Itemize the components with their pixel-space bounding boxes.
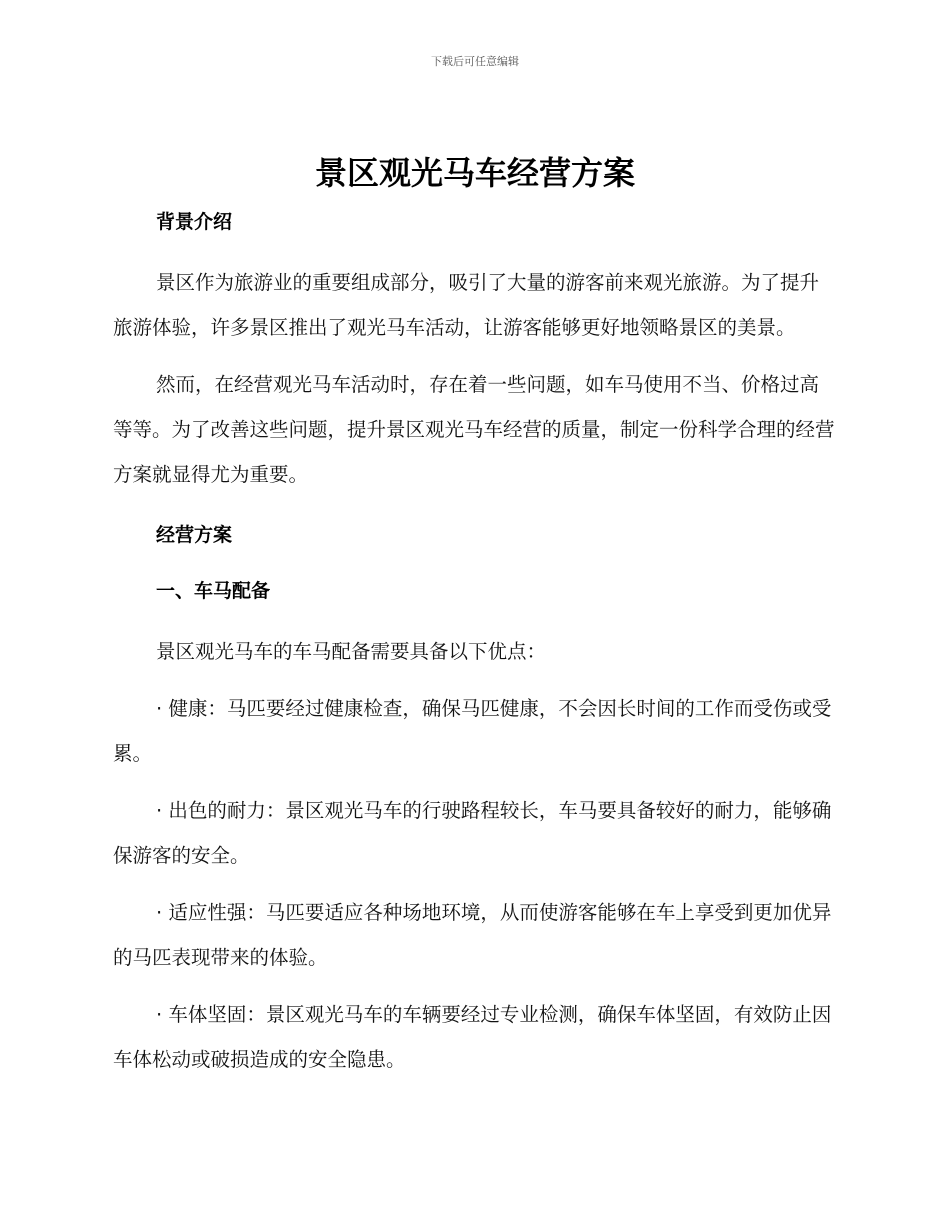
heading-background: 背景介绍	[156, 211, 233, 233]
paragraph-background-1: 景区作为旅游业的重要组成部分，吸引了大量的游客前来观光旅游。为了提升旅游体验，许多景区推出了观光马车活动，让游客能够更好地领略景区的美景。	[113, 271, 820, 339]
header-note: 下载后可任意编辑	[431, 55, 519, 68]
paragraph-equipment-intro: 景区观光马车的车马配备需要具备以下优点：	[156, 640, 547, 663]
bullet-adaptability: · 适应性强：马匹要适应各种场地环境，从而使游客能够在车上享受到更加优异的马匹表现带来的体验。	[113, 901, 832, 969]
paragraph-background-2: 然而，在经营观光马车活动时，存在着一些问题，如车马使用不当、价格过高等等。为了改善这些问题，提升景区观光马车经营的质量，制定一份科学合理的经营方案就显得尤为重要。	[113, 373, 835, 486]
bullet-sturdy-carriage: · 车体坚固：景区观光马车的车辆要经过专业检测，确保车体坚固，有效防止因车体松动或破损造成的安全隐患。	[113, 1003, 832, 1071]
document-title: 景区观光马车经营方案	[314, 154, 635, 192]
heading-equipment: 一、车马配备	[156, 580, 271, 602]
bullet-endurance: · 出色的耐力：景区观光马车的行驶路程较长，车马要具备较好的耐力，能够确保游客的安全。	[113, 799, 832, 867]
bullet-health: · 健康：马匹要经过健康检查，确保马匹健康，不会因长时间的工作而受伤或受累。	[113, 697, 832, 765]
heading-plan: 经营方案	[156, 524, 233, 546]
document-body	[113, 204, 835, 1082]
